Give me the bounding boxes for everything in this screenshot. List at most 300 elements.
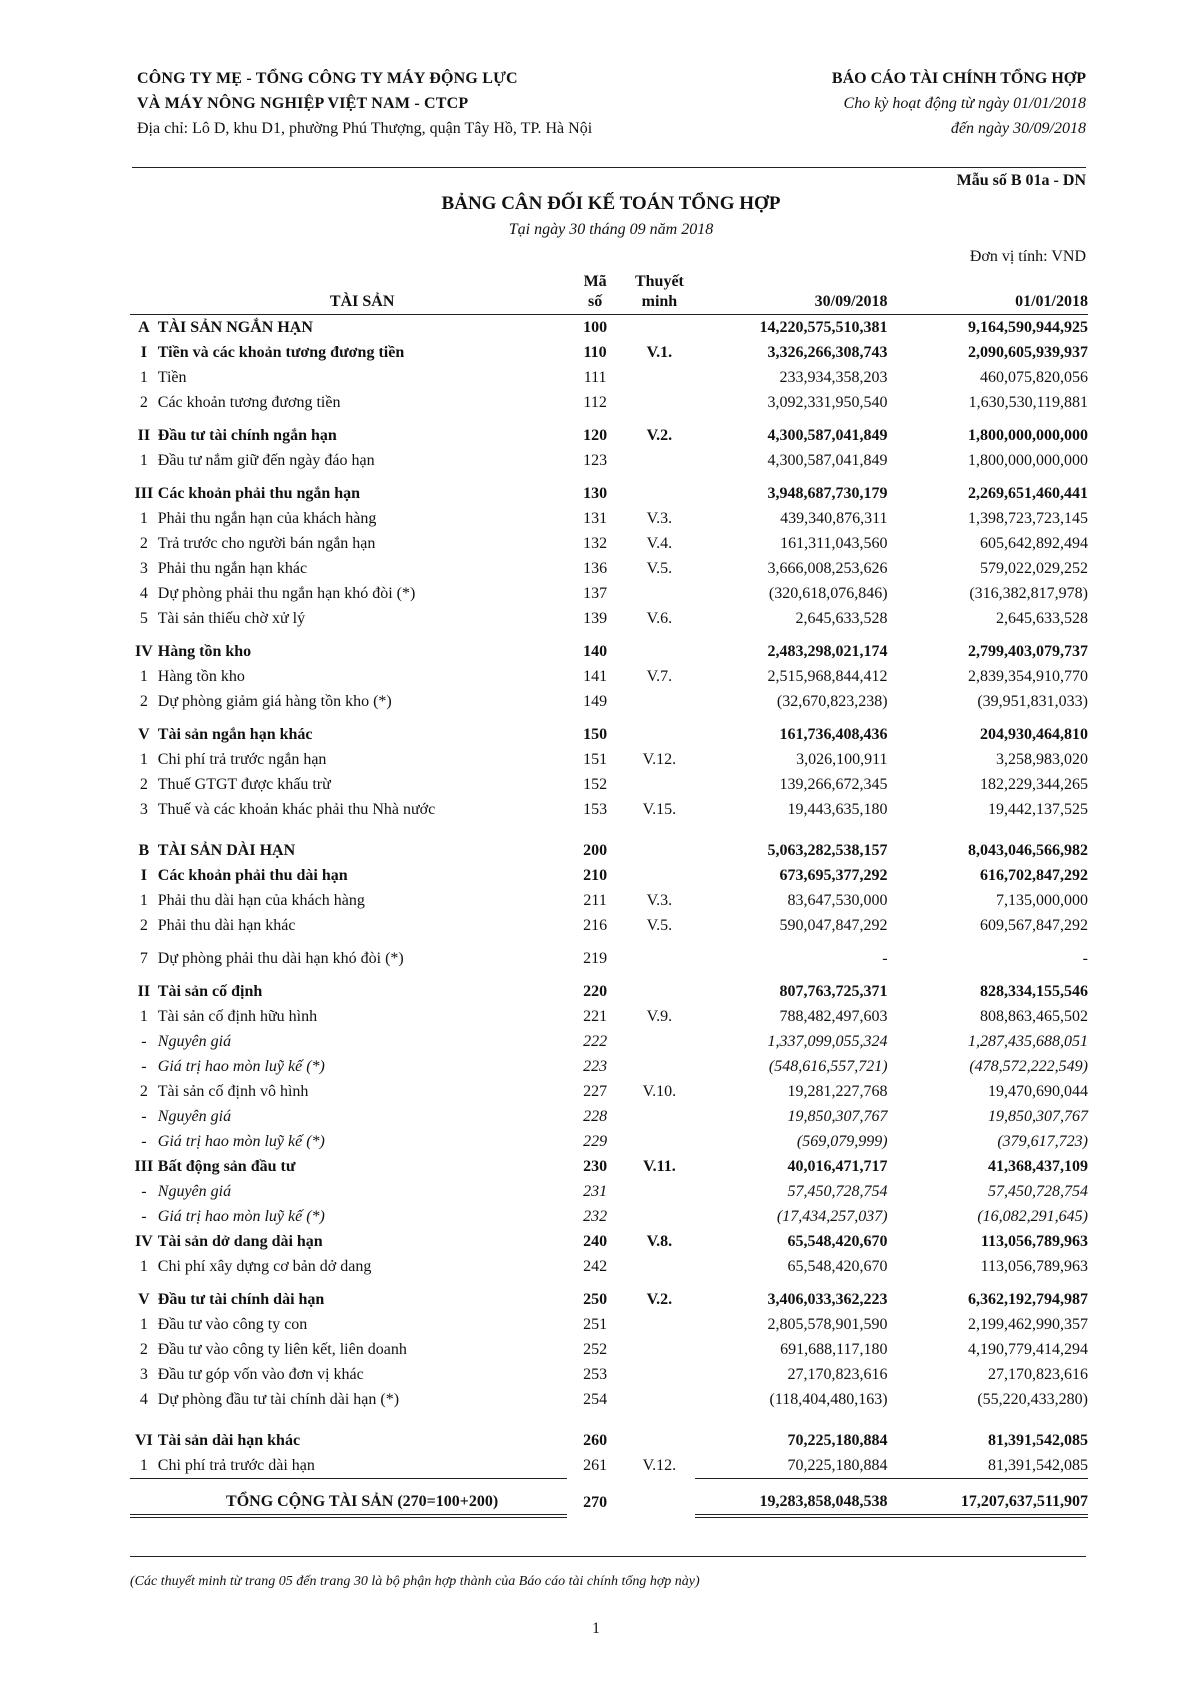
row-note <box>624 639 695 664</box>
row-note <box>624 838 695 863</box>
row-code: 223 <box>583 1058 608 1075</box>
row-index: - <box>141 1108 147 1125</box>
row-code: 221 <box>583 1008 608 1025</box>
row-value-period-end: (548,616,557,721) <box>768 1058 888 1075</box>
row-code: 130 <box>583 485 608 502</box>
row-code: 222 <box>583 1033 608 1050</box>
total-code: 270 <box>583 1493 608 1511</box>
row-code: 120 <box>583 427 608 444</box>
row-value-period-end: 3,666,008,253,626 <box>767 560 888 577</box>
row-index: VI <box>134 1432 153 1449</box>
row-name: Nguyên giá <box>157 1108 232 1125</box>
row-code: 136 <box>583 560 608 577</box>
spacer-row <box>130 1420 1088 1428</box>
row-code: 153 <box>583 801 608 818</box>
row-value-period-start: 113,056,789,963 <box>980 1258 1088 1275</box>
row-value-period-start: (379,617,723) <box>997 1133 1088 1150</box>
row-index: 3 <box>139 560 148 577</box>
row-name: Chi phí trả trước dài hạn <box>157 1457 315 1474</box>
table-row <box>130 606 1088 631</box>
row-name: Nguyên giá <box>157 1183 232 1200</box>
row-value-period-end: - <box>882 950 888 967</box>
row-name: Tài sản cố định vô hình <box>157 1083 309 1100</box>
row-value-period-start: 41,368,437,109 <box>988 1158 1088 1175</box>
row-value-period-end: 439,340,876,311 <box>780 510 888 527</box>
row-value-period-start: 6,362,192,794,987 <box>968 1291 1088 1308</box>
row-value-period-end: 27,170,823,616 <box>787 1366 888 1383</box>
row-name: Tài sản cố định <box>157 983 263 1000</box>
row-index: 1 <box>139 1457 148 1474</box>
row-note <box>624 1428 695 1453</box>
row-code: 210 <box>583 867 608 884</box>
row-note: V.2. <box>646 427 673 444</box>
row-code: 132 <box>583 535 608 552</box>
row-value-period-end: (17,434,257,037) <box>776 1208 888 1225</box>
row-index: IV <box>134 643 153 660</box>
row-value-period-end: 19,443,635,180 <box>787 801 888 818</box>
table-row <box>130 448 1088 473</box>
row-index: 1 <box>139 668 148 685</box>
row-code: 227 <box>583 1083 608 1100</box>
table-row <box>130 315 1088 341</box>
row-note <box>624 1204 695 1229</box>
row-name: Các khoản phải thu ngắn hạn <box>157 485 361 502</box>
row-index: A <box>138 319 150 336</box>
row-index: 2 <box>139 535 148 552</box>
row-name: Tài sản dở dang dài hạn <box>157 1233 323 1250</box>
company-name-line1: CÔNG TY MẸ - TỔNG CÔNG TY MÁY ĐỘNG LỰC <box>137 70 518 87</box>
row-value-period-end: 3,948,687,730,179 <box>767 485 888 502</box>
row-code: 123 <box>583 452 608 469</box>
row-value-period-start: (39,951,831,033) <box>977 693 1088 710</box>
row-index: 1 <box>139 892 148 909</box>
row-code: 151 <box>583 751 608 768</box>
table-header-row-2 <box>130 292 1088 315</box>
row-value-period-end: 673,695,377,292 <box>779 867 888 884</box>
total-row <box>130 1479 1088 1517</box>
row-code: 242 <box>583 1258 608 1275</box>
row-name: Tài sản cố định hữu hình <box>157 1008 318 1025</box>
row-name: Dự phòng phải thu ngắn hạn khó đòi (*) <box>157 585 416 602</box>
table-row <box>130 423 1088 448</box>
row-value-period-start: 7,135,000,000 <box>996 892 1088 909</box>
row-name: Dự phòng giảm giá hàng tồn kho (*) <box>157 693 392 710</box>
table-row <box>130 1362 1088 1387</box>
row-value-period-start: 27,170,823,616 <box>988 1366 1088 1383</box>
row-name: Dự phòng phải thu dài hạn khó đòi (*) <box>157 950 404 967</box>
row-index: 1 <box>139 751 148 768</box>
table-row <box>130 1104 1088 1129</box>
table-row <box>130 1129 1088 1154</box>
row-value-period-end: 40,016,471,717 <box>787 1158 888 1175</box>
row-code: 200 <box>583 842 608 859</box>
row-value-period-end: 139,266,672,345 <box>779 776 888 793</box>
table-row <box>130 747 1088 772</box>
row-name: Giá trị hao mòn luỹ kế (*) <box>157 1208 325 1225</box>
table-row <box>130 1254 1088 1279</box>
row-name: Đầu tư nắm giữ đến ngày đáo hạn <box>157 452 375 469</box>
table-row <box>130 863 1088 888</box>
table-row <box>130 481 1088 506</box>
table-row <box>130 913 1088 938</box>
row-note <box>624 315 695 341</box>
row-value-period-end: (118,404,480,163) <box>769 1391 888 1408</box>
spacer-row <box>130 1412 1088 1420</box>
row-value-period-start: 1,800,000,000,000 <box>968 452 1088 469</box>
table-row <box>130 772 1088 797</box>
row-index: 2 <box>139 776 148 793</box>
row-value-period-end: 161,311,043,560 <box>780 535 888 552</box>
table-row <box>130 340 1088 365</box>
row-note: V.5. <box>646 560 673 577</box>
row-index: V <box>138 726 150 743</box>
row-code: 211 <box>583 892 607 909</box>
row-note: V.5. <box>646 917 673 934</box>
row-note: V.12. <box>642 751 677 768</box>
row-note <box>624 1129 695 1154</box>
row-value-period-start: (316,382,817,978) <box>969 585 1088 602</box>
row-value-period-end: 691,688,117,180 <box>780 1341 888 1358</box>
spacer-row <box>130 822 1088 830</box>
row-note <box>624 390 695 415</box>
row-name: Giá trị hao mòn luỹ kế (*) <box>157 1058 325 1075</box>
form-code: Mẫu số B 01a - DN <box>956 172 1086 189</box>
row-note: V.8. <box>646 1233 673 1250</box>
spacer-row <box>130 830 1088 838</box>
row-value-period-start: 9,164,590,944,925 <box>968 319 1088 336</box>
row-code: 230 <box>583 1158 608 1175</box>
row-value-period-end: 4,300,587,041,849 <box>767 427 888 444</box>
row-index: I <box>140 344 147 361</box>
table-row <box>130 506 1088 531</box>
table-row <box>130 1428 1088 1453</box>
row-note: V.1. <box>646 344 673 361</box>
row-value-period-start: 19,470,690,044 <box>988 1083 1088 1100</box>
row-index: 2 <box>139 693 148 710</box>
footnote: (Các thuyết minh từ trang 05 đến trang 30 là bộ phận hợp thành của Báo cáo tài chính tổng hợp này) <box>130 1574 700 1589</box>
row-value-period-end: 3,406,033,362,223 <box>767 1291 888 1308</box>
row-value-period-start: 4,190,779,414,294 <box>968 1341 1088 1358</box>
table-row <box>130 1287 1088 1312</box>
row-value-period-end: 2,483,298,021,174 <box>767 643 888 660</box>
row-name: Phải thu dài hạn của khách hàng <box>157 892 365 909</box>
row-value-period-end: 807,763,725,371 <box>779 983 888 1000</box>
table-row <box>130 1453 1088 1479</box>
row-value-period-start: 808,863,465,502 <box>980 1008 1088 1025</box>
table-row <box>130 556 1088 581</box>
row-value-period-start: (478,572,222,549) <box>969 1058 1088 1075</box>
row-value-period-end: 2,515,968,844,412 <box>767 668 888 685</box>
row-value-period-start: (16,082,291,645) <box>977 1208 1088 1225</box>
row-value-period-end: 65,548,420,670 <box>787 1233 888 1250</box>
row-note <box>624 946 695 971</box>
table-row <box>130 1204 1088 1229</box>
table-row <box>130 797 1088 822</box>
table-row <box>130 1004 1088 1029</box>
row-name: Các khoản tương đương tiền <box>157 394 341 411</box>
row-value-period-end: 4,300,587,041,849 <box>767 452 888 469</box>
table-row <box>130 888 1088 913</box>
row-name: Phải thu ngắn hạn của khách hàng <box>157 510 377 527</box>
row-name: Tài sản thiếu chờ xử lý <box>157 610 306 627</box>
row-code: 152 <box>583 776 608 793</box>
row-index: V <box>138 1291 150 1308</box>
row-name: Tiền và các khoản tương đương tiền <box>157 344 405 361</box>
row-code: 254 <box>583 1391 608 1408</box>
row-index: III <box>134 1158 154 1175</box>
row-value-period-start: 2,090,605,939,937 <box>968 344 1088 361</box>
row-value-period-start: 1,398,723,723,145 <box>968 510 1088 527</box>
row-note: V.6. <box>646 610 673 627</box>
header-divider <box>132 167 1086 168</box>
row-note <box>624 1179 695 1204</box>
row-note <box>624 1387 695 1412</box>
row-value-period-start: 460,075,820,056 <box>980 369 1088 386</box>
row-value-period-end: 14,220,575,510,381 <box>759 319 888 336</box>
row-note <box>624 1104 695 1129</box>
row-note <box>624 689 695 714</box>
row-name: Tài sản dài hạn khác <box>157 1432 301 1449</box>
table-row <box>130 1079 1088 1104</box>
row-note <box>624 1054 695 1079</box>
row-code: 219 <box>583 950 608 967</box>
row-value-period-start: 81,391,542,085 <box>988 1432 1088 1449</box>
row-index: 7 <box>139 950 148 967</box>
row-note <box>624 979 695 1004</box>
row-name: TÀI SẢN DÀI HẠN <box>157 842 296 859</box>
row-index: - <box>141 1183 147 1200</box>
row-code: 220 <box>583 983 608 1000</box>
row-index: 1 <box>139 1316 148 1333</box>
total-value-period-end: 19,283,858,048,538 <box>695 1479 895 1517</box>
company-header <box>137 66 592 141</box>
row-value-period-end: 65,548,420,670 <box>787 1258 888 1275</box>
row-name: Đầu tư vào công ty con <box>157 1316 308 1333</box>
row-note <box>624 581 695 606</box>
row-note <box>624 1362 695 1387</box>
row-note: V.15. <box>642 801 677 818</box>
row-value-period-start: - <box>1082 950 1088 967</box>
row-value-period-end: 788,482,497,603 <box>779 1008 888 1025</box>
balance-sheet-table <box>130 272 1088 1518</box>
currency-unit: Đơn vị tính: VND <box>969 248 1086 265</box>
row-code: 149 <box>583 693 608 710</box>
row-name: Đầu tư tài chính dài hạn <box>157 1291 325 1308</box>
row-name: Bất động sản đầu tư <box>157 1158 296 1175</box>
table-row <box>130 722 1088 747</box>
row-code: 251 <box>583 1316 608 1333</box>
row-value-period-end: 2,805,578,901,590 <box>767 1316 888 1333</box>
row-value-period-end: 1,337,099,055,324 <box>767 1033 888 1050</box>
row-value-period-start: 81,391,542,085 <box>988 1457 1088 1474</box>
report-period-start: Cho kỳ hoạt động từ ngày 01/01/2018 <box>843 95 1086 112</box>
table-row <box>130 946 1088 971</box>
row-name: Trả trước cho người bán ngắn hạn <box>157 535 376 552</box>
row-note <box>624 1254 695 1279</box>
total-value-period-start: 17,207,637,511,907 <box>896 1479 1088 1517</box>
row-value-period-end: (569,079,999) <box>796 1133 888 1150</box>
row-value-period-end: (320,618,076,846) <box>768 585 888 602</box>
row-value-period-end: 590,047,847,292 <box>779 917 888 934</box>
row-code: 110 <box>583 344 607 361</box>
table-row <box>130 1029 1088 1054</box>
row-name: Đầu tư vào công ty liên kết, liên doanh <box>157 1341 407 1358</box>
row-value-period-end: 19,281,227,768 <box>787 1083 888 1100</box>
header-code-bottom: số <box>567 292 624 315</box>
row-value-period-start: 1,287,435,688,051 <box>968 1033 1088 1050</box>
row-value-period-end: 19,850,307,767 <box>787 1108 888 1125</box>
row-index: 3 <box>139 1366 148 1383</box>
row-value-period-start: 1,630,530,119,881 <box>968 394 1088 411</box>
table-row <box>130 1337 1088 1362</box>
row-name: Chi phí trả trước ngắn hạn <box>157 751 327 768</box>
row-name: Đầu tư tài chính ngắn hạn <box>157 427 337 444</box>
row-index: 2 <box>139 917 148 934</box>
row-value-period-start: 113,056,789,963 <box>980 1233 1088 1250</box>
table-row <box>130 1154 1088 1179</box>
row-note: V.2. <box>646 1291 673 1308</box>
row-index: I <box>140 867 147 884</box>
row-index: 1 <box>139 1008 148 1025</box>
row-value-period-start: 8,043,046,566,982 <box>968 842 1088 859</box>
row-value-period-end: 3,092,331,950,540 <box>767 394 888 411</box>
spacer-row <box>130 473 1088 481</box>
row-value-period-start: (55,220,433,280) <box>977 1391 1088 1408</box>
report-header <box>832 66 1086 141</box>
row-note: V.9. <box>646 1008 673 1025</box>
spacer-row <box>130 415 1088 423</box>
row-value-period-start: 828,334,155,546 <box>980 983 1088 1000</box>
table-row <box>130 531 1088 556</box>
header-code-top: Mã <box>583 273 607 290</box>
row-index: 2 <box>139 1083 148 1100</box>
row-value-period-end: 70,225,180,884 <box>787 1432 888 1449</box>
row-name: TÀI SẢN NGẮN HẠN <box>157 319 313 336</box>
row-code: 131 <box>583 510 608 527</box>
table-row <box>130 1312 1088 1337</box>
row-note: V.11. <box>643 1158 676 1175</box>
row-code: 261 <box>583 1457 608 1475</box>
table-row <box>130 581 1088 606</box>
total-label: TỔNG CỘNG TÀI SẢN (270=100+200) <box>158 1479 567 1517</box>
row-value-period-start: 2,799,403,079,737 <box>968 643 1088 660</box>
table-row <box>130 1387 1088 1412</box>
document-title: BẢNG CÂN ĐỐI KẾ TOÁN TỔNG HỢP <box>441 193 781 214</box>
row-value-period-start: 19,442,137,525 <box>988 801 1088 818</box>
company-name-line2: VÀ MÁY NÔNG NGHIỆP VIỆT NAM - CTCP <box>137 95 469 112</box>
row-note <box>624 481 695 506</box>
company-address: Địa chỉ: Lô D, khu D1, phường Phú Thượng, quận Tây Hồ, TP. Hà Nội <box>137 120 593 137</box>
row-code: 253 <box>583 1366 608 1383</box>
row-value-period-start: 609,567,847,292 <box>980 917 1088 934</box>
row-note <box>624 365 695 390</box>
row-name: Phải thu ngắn hạn khác <box>157 560 308 577</box>
header-period-end: 30/09/2018 <box>695 292 895 315</box>
row-index: 1 <box>139 369 148 386</box>
row-code: 252 <box>583 1341 608 1358</box>
row-value-period-end: (32,670,823,238) <box>776 693 888 710</box>
row-code: 260 <box>583 1432 608 1449</box>
table-row <box>130 689 1088 714</box>
table-row <box>130 365 1088 390</box>
row-name: Hàng tồn kho <box>157 643 252 660</box>
row-index: - <box>141 1058 147 1075</box>
row-name: Hàng tồn kho <box>157 668 245 685</box>
row-value-period-start: 579,022,029,252 <box>980 560 1088 577</box>
row-index: - <box>141 1033 147 1050</box>
row-name: Các khoản phải thu dài hạn <box>157 867 348 884</box>
row-code: 232 <box>583 1208 608 1225</box>
row-code: 111 <box>583 369 607 386</box>
report-period-end: đến ngày 30/09/2018 <box>950 120 1086 137</box>
row-value-period-start: 57,450,728,754 <box>988 1183 1088 1200</box>
row-note <box>624 772 695 797</box>
table-row <box>130 838 1088 863</box>
row-note: V.7. <box>646 668 673 685</box>
row-value-period-start: 3,258,983,020 <box>996 751 1088 768</box>
row-code: 216 <box>583 917 608 934</box>
row-index: 4 <box>139 1391 148 1408</box>
row-code: 250 <box>583 1291 608 1308</box>
row-index: IV <box>134 1233 153 1250</box>
table-row <box>130 1179 1088 1204</box>
row-name: Chi phí xây dựng cơ bản dở dang <box>157 1258 372 1275</box>
spacer-row <box>130 938 1088 946</box>
table-row <box>130 639 1088 664</box>
row-name: Thuế GTGT được khấu trừ <box>157 776 331 793</box>
table-row <box>130 1229 1088 1254</box>
row-name: Tài sản ngắn hạn khác <box>157 726 313 743</box>
row-name: Giá trị hao mòn luỹ kế (*) <box>157 1133 325 1150</box>
row-value-period-end: 233,934,358,203 <box>779 369 888 386</box>
row-value-period-start: 616,702,847,292 <box>980 867 1088 884</box>
header-note-bottom: minh <box>624 292 695 315</box>
row-index: II <box>137 983 151 1000</box>
row-note: V.10. <box>642 1083 677 1100</box>
row-code: 228 <box>583 1108 608 1125</box>
row-note <box>624 1312 695 1337</box>
row-index: 2 <box>139 394 148 411</box>
row-name: Tiền <box>157 369 187 386</box>
row-index: 1 <box>139 1258 148 1275</box>
row-value-period-start: 182,229,344,265 <box>980 776 1088 793</box>
row-value-period-start: 2,269,651,460,441 <box>968 485 1088 502</box>
row-code: 141 <box>583 668 608 685</box>
row-name: Đầu tư góp vốn vào đơn vị khác <box>157 1366 364 1383</box>
spacer-row <box>130 714 1088 722</box>
row-index: 4 <box>139 585 148 602</box>
table-header-row-1 <box>130 272 1088 292</box>
row-code: 231 <box>583 1183 608 1200</box>
row-value-period-start: 2,199,462,990,357 <box>968 1316 1088 1333</box>
row-index: III <box>134 485 154 502</box>
row-index: - <box>141 1133 147 1150</box>
row-index: 2 <box>139 1341 148 1358</box>
row-code: 240 <box>583 1233 608 1250</box>
row-value-period-start: 2,839,354,910,770 <box>968 668 1088 685</box>
row-value-period-start: 19,850,307,767 <box>988 1108 1088 1125</box>
row-code: 100 <box>583 319 608 336</box>
row-code: 229 <box>583 1133 608 1150</box>
row-note <box>624 1029 695 1054</box>
row-value-period-start: 605,642,892,494 <box>980 535 1088 552</box>
row-name: Thuế và các khoản khác phải thu Nhà nước <box>157 801 436 818</box>
row-note <box>624 1337 695 1362</box>
row-index: 1 <box>139 452 148 469</box>
row-value-period-end: 70,225,180,884 <box>787 1457 888 1474</box>
row-note <box>624 722 695 747</box>
header-period-start: 01/01/2018 <box>896 292 1088 315</box>
